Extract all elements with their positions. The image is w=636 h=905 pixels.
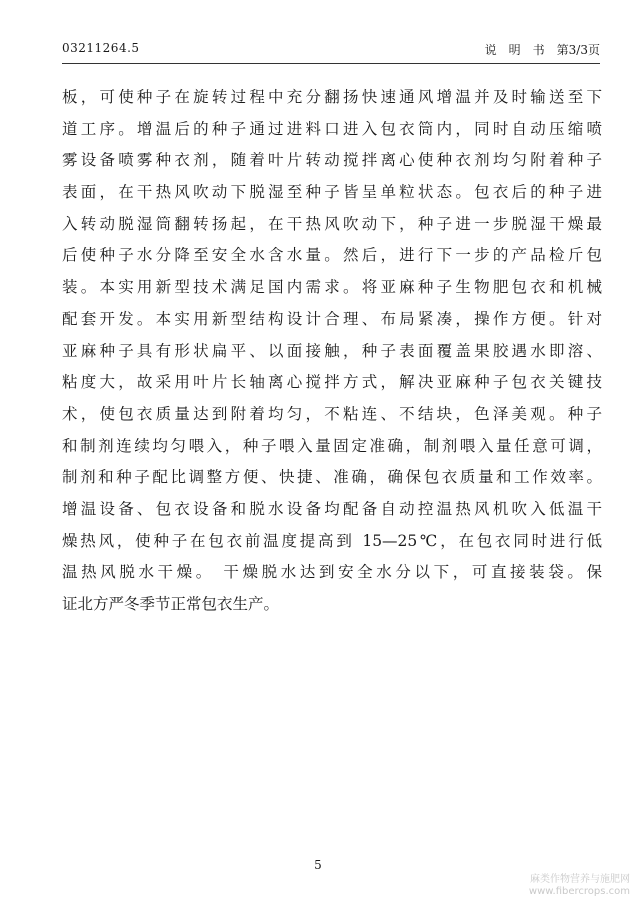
page-number: 5 [314, 858, 322, 872]
watermark [529, 874, 630, 898]
body-line: 装。本实用新型技术满足国内需求。将亚麻种子生物肥包衣和机械 [62, 278, 602, 297]
body-line: 后使种子水分降至安全水含水量。然后，进行下一步的产品检斤包 [62, 246, 602, 265]
body-line: 入转动脱湿筒翻转扬起，在干热风吹动下，种子进一步脱湿干燥最 [62, 214, 602, 233]
body-line: 配套开发。本实用新型结构设计合理、布局紧凑，操作方便。针对 [62, 309, 602, 328]
body-line: 燥热风，使种子在包衣前温度提高到 15—25℃，在包衣同时进行低 [62, 531, 602, 550]
header-section-page: 说 明 书 第3/3页 [484, 43, 600, 57]
body-text [62, 82, 602, 621]
body-line: 制剂和种子配比调整方便、快捷、准确，确保包衣质量和工作效率。 [62, 468, 602, 487]
watermark-title: 麻类作物营养与施肥网 [530, 874, 630, 885]
body-line: 板，可使种子在旋转过程中充分翻扬快速通风增温并及时输送至下 [62, 88, 602, 106]
body-line: 亚麻种子具有形状扁平、以面接触，种子表面覆盖果胶遇水即溶、 [62, 341, 602, 360]
body-line: 表面，在干热风吹动下脱湿至种子皆呈单粒状态。包衣后的种子进 [62, 183, 602, 202]
body-line: 术，使包衣质量达到附着均匀，不粘连、不结块，色泽美观。种子 [62, 404, 602, 423]
body-line: 和制剂连续均匀喂入，种子喂入量固定准确，制剂喂入量任意可调， [62, 436, 602, 455]
body-line: 温热风脱水干燥。 干燥脱水达到安全水分以下，可直接装袋。保 [62, 563, 602, 582]
body-line: 证北方严冬季节正常包衣生产。 [62, 595, 280, 613]
header-divider [62, 63, 600, 64]
body-line: 道工序。增温后的种子通过进料口进入包衣筒内，同时自动压缩喷 [62, 119, 602, 138]
body-line: 增温设备、包衣设备和脱水设备均配备自动控温热风机吹入低温干 [62, 499, 602, 518]
watermark-url: www.fibercrops.com [528, 886, 630, 897]
body-line: 粘度大，故采用叶片长轴离心搅拌方式，解决亚麻种子包衣关键技 [62, 373, 602, 392]
body-line: 雾设备喷雾种衣剂，随着叶片转动搅拌离心使种衣剂均匀附着种子 [62, 151, 602, 170]
document-number: 03211264.5 [62, 41, 140, 55]
